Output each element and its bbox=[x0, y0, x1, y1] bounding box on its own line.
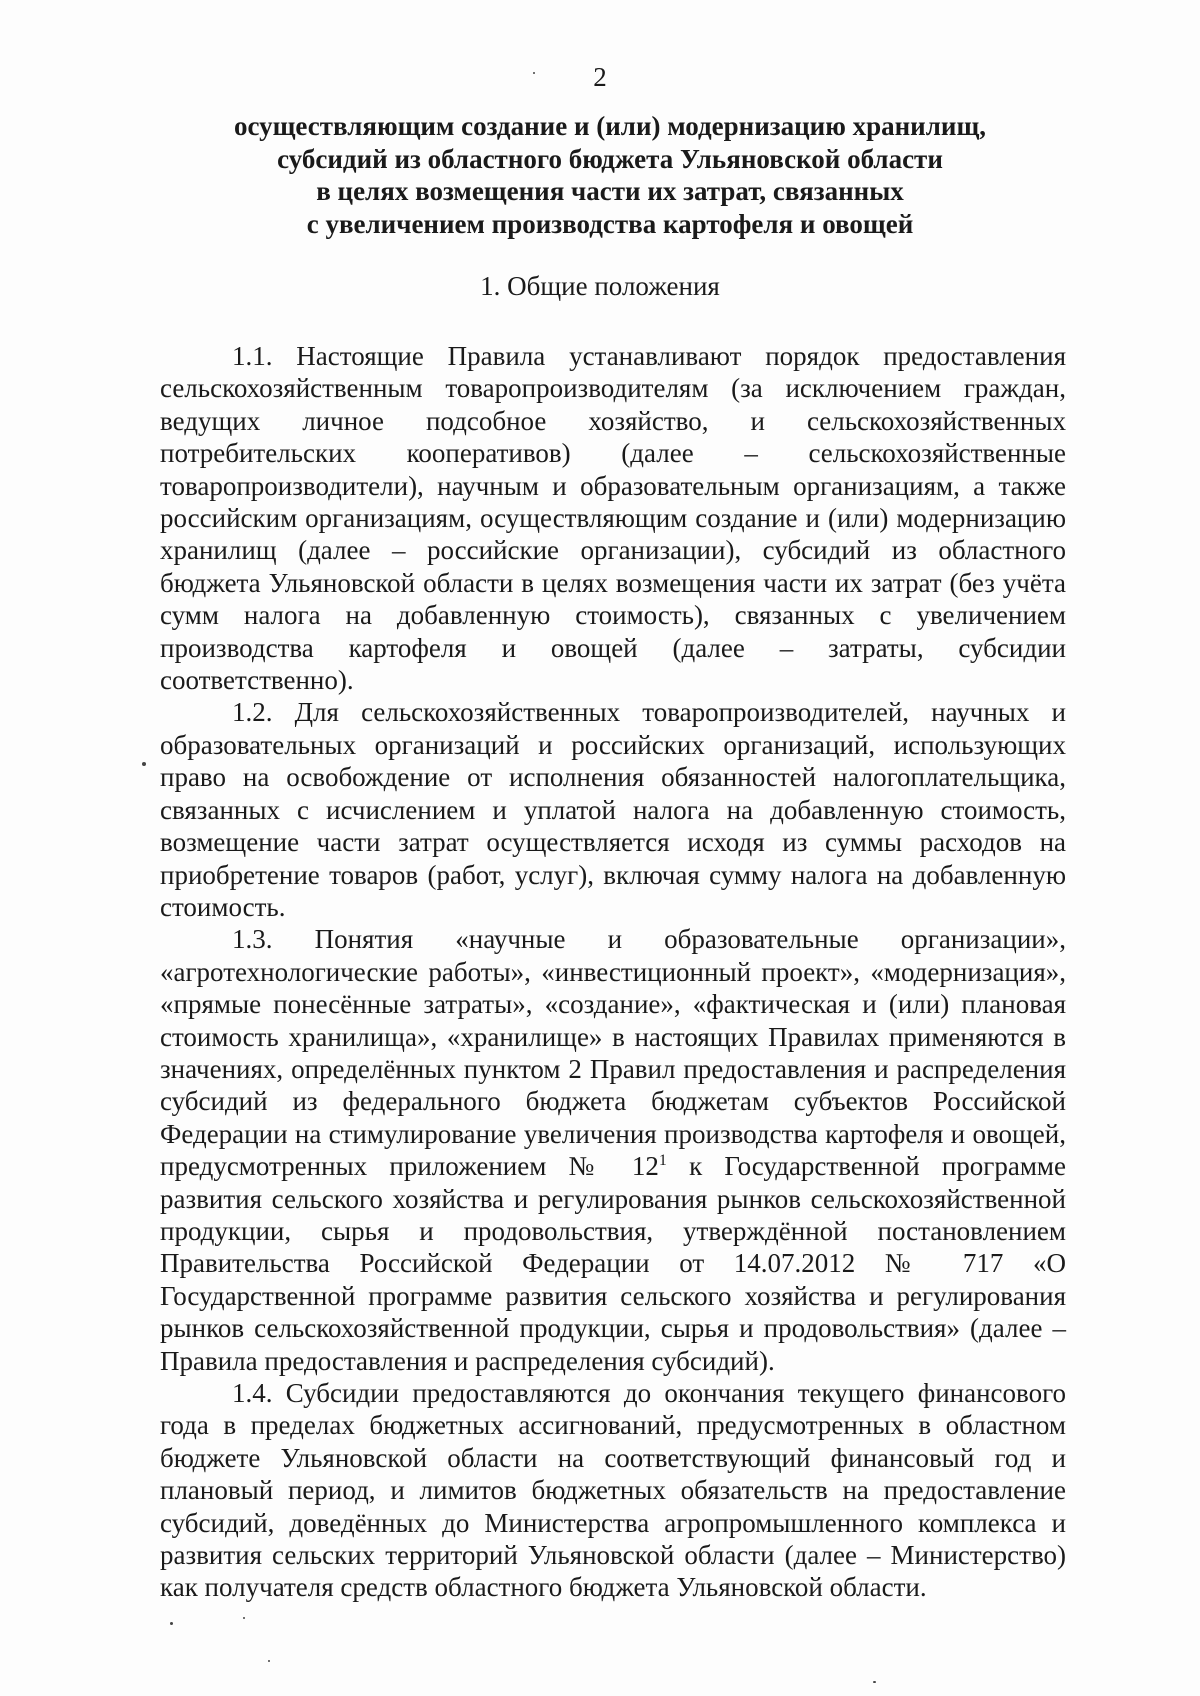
heading-line: осуществляющим создание и (или) модернизацию хранилищ, bbox=[234, 111, 986, 141]
scan-speck bbox=[142, 762, 146, 766]
heading-line: с увеличением производства картофеля и овощей bbox=[306, 208, 914, 239]
document-body bbox=[160, 340, 1066, 1604]
heading-line: субсидий из областного бюджета Ульяновской области bbox=[277, 143, 943, 174]
superscript: 1 bbox=[658, 1152, 667, 1170]
scan-speck bbox=[170, 1622, 173, 1625]
paragraph-1-3 bbox=[160, 923, 1066, 1377]
section-title: 1. Общие положения bbox=[480, 271, 720, 301]
heading-line: в целях возмещения части их затрат, связанных bbox=[316, 176, 904, 206]
paragraph-1-3-text-cont: к Государственной программе развития сельского хозяйства и регулирования рынков сельскохозяйственной продукции, сырья и продовольствия, утверждённой постановлением Правительства Российской Федерации от 14.07.2012 № 717 «О Государственной программе развития сельского хозяйства и регулирования рынков сельскохозяйственной продукции, сырья и продовольствия» (далее – Правила предоставления и распределения субсидий). bbox=[160, 1151, 1066, 1376]
document-heading bbox=[150, 110, 1070, 240]
paragraph-1-4: 1.4. Субсидии предоставляются до окончания текущего финансового года в пределах бюджетных ассигнований, предусмотренных в областном бюджете Ульяновской области на соответствующий финансовый год и плановый период, и лимитов бюджетных обязательств на предоставление субсидий, доведённых до Министерства агропромышленного комплекса и развития сельских территорий Ульяновской области (далее – Министерство) как получателя средств областного бюджета Ульяновской области. bbox=[160, 1378, 1066, 1603]
paragraph-1-3-text: 1.3. Понятия «научные и образовательные организации», «агротехнологические работы», «инвестиционный проект», «модернизация», «прямые понесённые затраты», «создание», «фактическая и (или) плановая стоимость хранилища», «хранилище» в настоящих Правилах применяются в значениях, определённых пунктом 2 Правил предоставления и распределения субсидий из федерального бюджета бюджетам субъектов Российской Федерации на стимулирование увеличения производства картофеля и овощей, предусмотренных приложением № 12 bbox=[160, 924, 1066, 1182]
scan-speck bbox=[268, 1660, 270, 1662]
page-number: 2 bbox=[593, 62, 607, 92]
paragraph-1-1: 1.1. Настоящие Правила устанавливают порядок предоставления сельскохозяйственным товаропроизводителям (за исключением граждан, ведущих личное подсобное хозяйство, и сельскохозяйственных потребительских кооперативов) (далее – сельскохозяйственные товаропроизводители), научным и образовательным организациям, а также российским организациям, осуществляющим создание и (или) модернизацию хранилищ (далее – российские организации), субсидий из областного бюджета Ульяновской области в целях возмещения части их затрат (без учёта сумм налога на добавленную стоимость), связанных с увеличением производства картофеля и овощей (далее – затраты, субсидии соответственно). bbox=[160, 341, 1066, 696]
paragraph-1-2: 1.2. Для сельскохозяйственных товаропроизводителей, научных и образовательных организаций и российских организаций, использующих право на освобождение от исполнения обязанностей налогоплательщика, связанных с исчислением и уплатой налога на добавленную стоимость, возмещение части затрат осуществляется исходя из суммы расходов на приобретение товаров (работ, услуг), включая сумму налога на добавленную стоимость. bbox=[160, 697, 1066, 922]
scan-speck bbox=[873, 1681, 876, 1683]
scan-speck bbox=[243, 1617, 245, 1619]
scan-speck bbox=[533, 72, 535, 74]
